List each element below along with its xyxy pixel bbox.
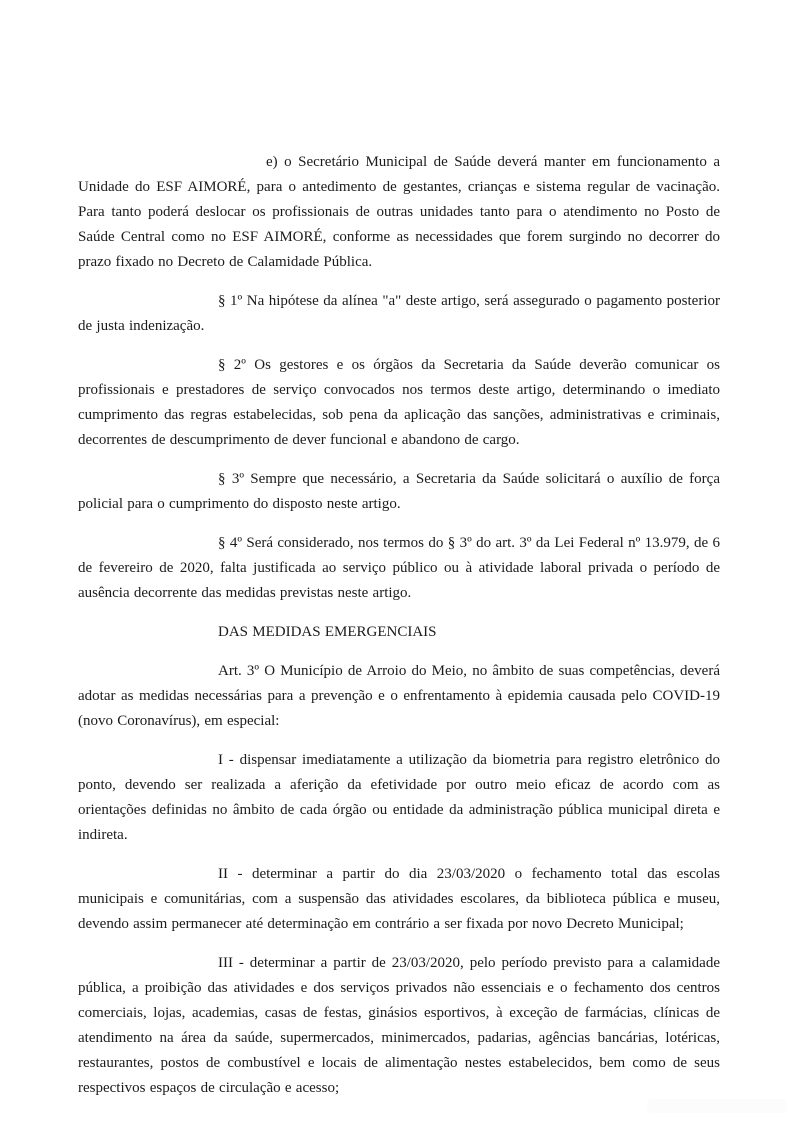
- scan-artifact: [647, 1099, 787, 1113]
- paragraph-alinea-e: e) o Secretário Municipal de Saúde deverá manter em funcionamento a Unidade do ESF AIMORÉ, para o antedimento de gestantes, crianças e sistema regular de vacinação. Para tanto poderá deslocar os profissionais de outras unidades tanto para o atendimento no Posto de Saúde Central como no ESF AIMORÉ, conforme as necessidades que forem surgindo no decorrer do prazo fixado no Decreto de Calamidade Pública.: [78, 154, 720, 270]
- paragraph-1: § 1º Na hipótese da alínea "a" deste artigo, será assegurado o pagamento posterior de justa indenização.: [78, 293, 720, 334]
- paragraph-item-i: I - dispensar imediatamente a utilização da biometria para registro eletrônico do ponto, devendo ser realizada a aferição da efetividade por outro meio eficaz de acordo com as orientações definidas no âmbito de cada órgão ou entidade da administração pública municipal direta e indireta.: [78, 752, 720, 843]
- section-heading: DAS MEDIDAS EMERGENCIAIS: [218, 624, 437, 640]
- paragraph-item-ii: II - determinar a partir do dia 23/03/2020 o fechamento total das escolas municipais e comunitárias, com a suspensão das atividades escolares, da biblioteca pública e museu, devendo assim permanecer até determinação em contrário a ser fixada por novo Decreto Municipal;: [78, 866, 720, 932]
- paragraph-2: § 2º Os gestores e os órgãos da Secretaria da Saúde deverão comunicar os profissionais e prestadores de serviço convocados nos termos deste artigo, determinando o imediato cumprimento das regras estabelecidas, sob pena da aplicação das sanções, administrativas e criminais, decorrentes de descumprimento de dever funcional e abandono de cargo.: [78, 357, 720, 448]
- document-body: [78, 150, 720, 1115]
- paragraph-4: § 4º Será considerado, nos termos do § 3º do art. 3º da Lei Federal nº 13.979, de 6 de fevereiro de 2020, falta justificada ao serviço público ou à atividade laboral privada o período de ausência decorrente das medidas previstas neste artigo.: [78, 535, 720, 601]
- paragraph-item-iii: III - determinar a partir de 23/03/2020, pelo período previsto para a calamidade pública, a proibição das atividades e dos serviços privados não essenciais e o fechamento dos centros comerciais, lojas, academias, casas de festas, ginásios esportivos, à exceção de farmácias, clínicas de atendimento na área da saúde, supermercados, minimercados, padarias, agências bancárias, lotéricas, restaurantes, postos de combustível e locais de alimentação nestes estabelecidos, bem como de seus respectivos espaços de circulação e acesso;: [78, 955, 720, 1096]
- paragraph-3: § 3º Sempre que necessário, a Secretaria da Saúde solicitará o auxílio de força policial para o cumprimento do disposto neste artigo.: [78, 471, 720, 512]
- paragraph-article-3: Art. 3º O Município de Arroio do Meio, no âmbito de suas competências, deverá adotar as medidas necessárias para a prevenção e o enfrentamento à epidemia causada pelo COVID-19 (novo Coronavírus), em especial:: [78, 663, 720, 729]
